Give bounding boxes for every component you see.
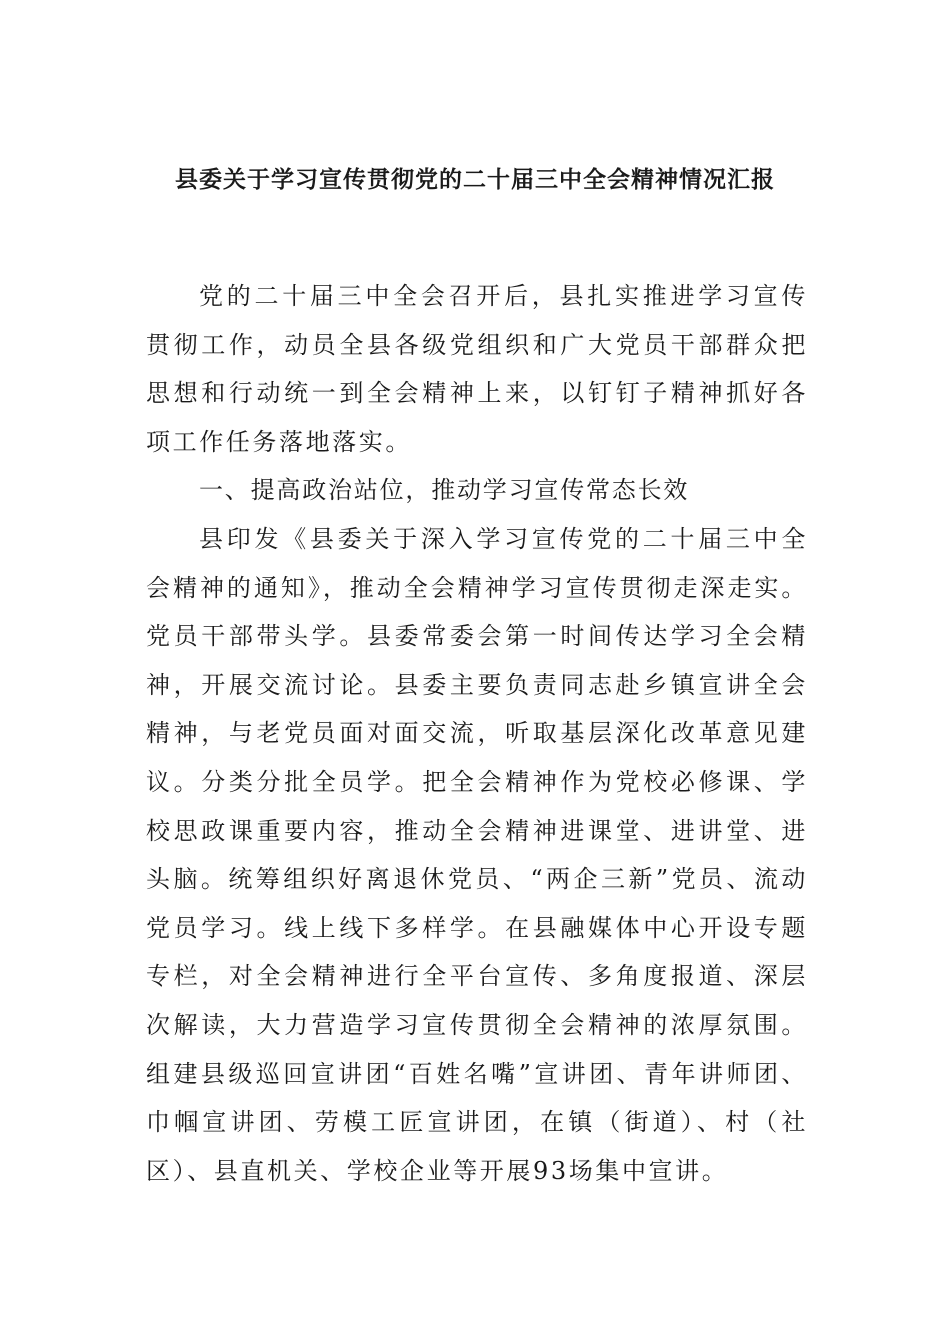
section-heading-1: 一、提高政治站位，推动学习宣传常态长效 [199,476,690,505]
document-body [146,272,808,1195]
section-1-paragraph: 县印发《县委关于深入学习宣传党的二十届三中全会精神的通知》，推动全会精神学习宣传贯彻走深走实。党员干部带头学。县委常委会第一时间传达学习全会精神，开展交流讨论。县委主要负责同志赴乡镇宣讲全会精神，与老党员面对面交流，听取基层深化改革意见建议。分类分批全员学。把全会精神作为党校必修课、学校思政课重要内容，推动全会精神进课堂、进讲堂、进头脑。统筹组织好离退休党员、“两企三新”党员、流动党员学习。线上线下多样学。在县融媒体中心开设专题专栏，对全会精神进行全平台宣传、多角度报道、深层次解读，大力营造学习宣传贯彻全会精神的浓厚氛围。组建县级巡回宣讲团“百姓名嘴”宣讲团、青年讲师团、巾帼宣讲团、劳模工匠宣讲团，在镇（街道）、村（社区）、县直机关、学校企业等开展93场集中宣讲。 [146,524,808,1185]
document-title: 县委关于学习宣传贯彻党的二十届三中全会精神情况汇报 [175,167,775,193]
intro-paragraph: 党的二十届三中全会召开后，县扎实推进学习宣传贯彻工作，动员全县各级党组织和广大党员干部群众把思想和行动统一到全会精神上来，以钉钉子精神抓好各项工作任务落地落实。 [146,282,808,456]
